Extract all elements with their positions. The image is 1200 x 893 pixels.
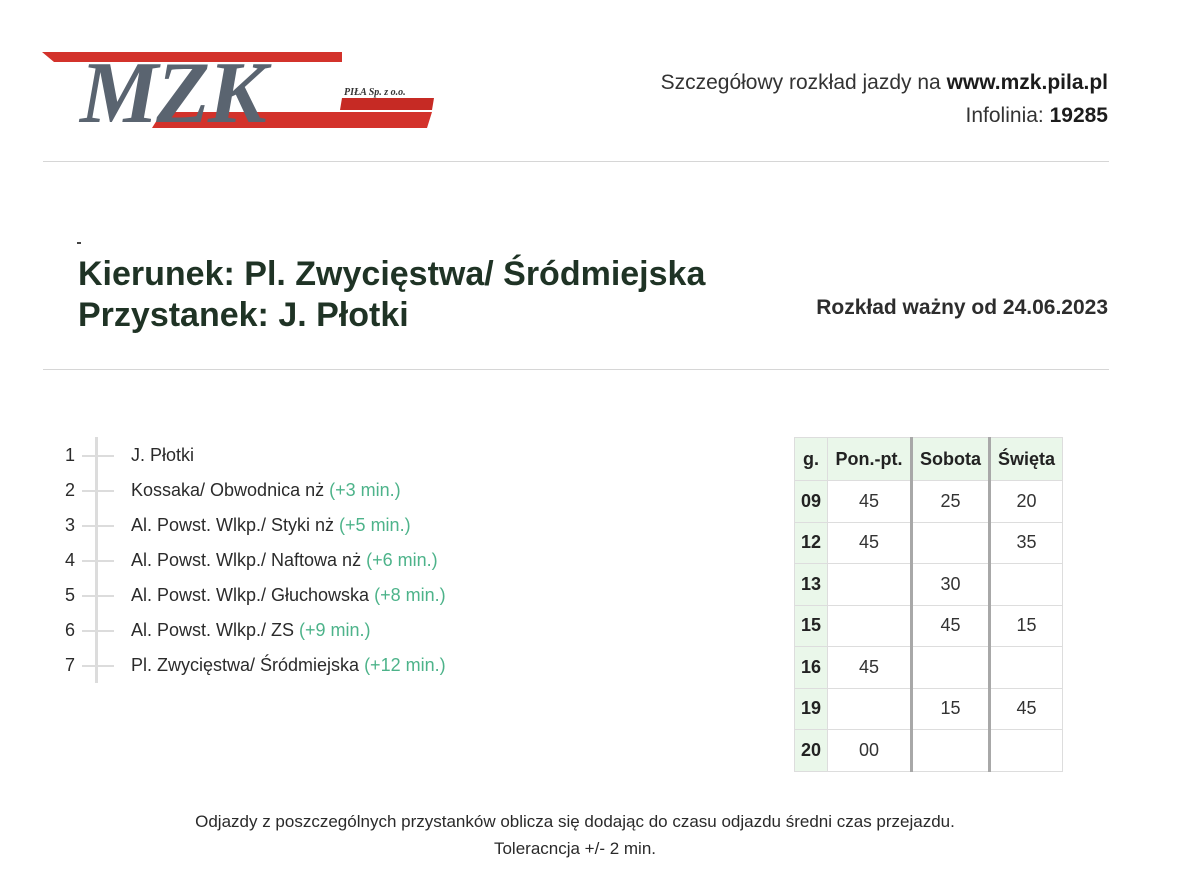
route-stop <box>60 577 660 612</box>
stop-tick <box>82 595 114 597</box>
title-block <box>78 254 705 336</box>
holiday-cell: 45 <box>990 688 1063 730</box>
hour-cell: 13 <box>795 564 828 606</box>
stop-name: Al. Powst. Wlkp./ Styki nż <box>131 515 335 535</box>
stop-title: Przystanek: J. Płotki <box>78 296 409 334</box>
stop-offset: (+9 min.) <box>299 620 371 640</box>
stop-name-line <box>131 550 438 571</box>
logo-subtext: PIŁA Sp. z o.o. <box>344 87 406 98</box>
stop-name-line <box>131 655 446 676</box>
route-stop <box>60 647 660 682</box>
stop-number: 5 <box>65 585 76 605</box>
weekday-cell: 00 <box>828 730 912 772</box>
holiday-cell <box>990 730 1063 772</box>
saturday-cell: 15 <box>912 688 990 730</box>
holiday-cell <box>990 564 1063 606</box>
valid-from: Rozkład ważny od 24.06.2023 <box>816 296 1108 319</box>
timetable-header-row <box>795 438 1063 481</box>
header-weekday: Pon.-pt. <box>828 438 912 481</box>
info-prefix: Szczegółowy rozkład jazdy na <box>660 71 947 94</box>
stop-offset: (+8 min.) <box>374 585 446 605</box>
hour-cell: 15 <box>795 605 828 647</box>
weekday-cell <box>828 688 912 730</box>
route-stop <box>60 507 660 542</box>
direction-title: Kierunek: Pl. Zwycięstwa/ Śródmiejska <box>78 255 706 293</box>
stop-name-line <box>131 480 401 501</box>
header-info <box>661 66 1108 132</box>
saturday-cell: 45 <box>912 605 990 647</box>
stop-offset: (+3 min.) <box>329 480 401 500</box>
stop-name-line <box>131 445 199 466</box>
route-stop <box>60 437 660 472</box>
stop-name: Kossaka/ Obwodnica nż <box>131 480 325 500</box>
stop-tick <box>82 630 114 632</box>
timetable-row <box>795 522 1063 564</box>
stop-offset: (+6 min.) <box>366 550 438 570</box>
weekday-cell <box>828 605 912 647</box>
stop-tick <box>82 490 114 492</box>
footer-line-1: Odjazdy z poszczególnych przystanków oblicza się dodając do czasu odjazdu średni czas przejazdu. <box>195 812 955 831</box>
weekday-cell: 45 <box>828 647 912 689</box>
logo-text: MZK <box>80 45 265 135</box>
infolinia-number: 19285 <box>1049 104 1108 127</box>
website-line <box>661 66 1108 99</box>
route-stop <box>60 612 660 647</box>
weekday-cell: 45 <box>828 481 912 523</box>
stop-name-line <box>131 515 411 536</box>
route-list <box>60 437 660 682</box>
stop-name: Pl. Zwycięstwa/ Śródmiejska <box>131 655 360 675</box>
timetable-row <box>795 564 1063 606</box>
stop-number: 2 <box>65 480 76 500</box>
saturday-cell: 25 <box>912 481 990 523</box>
stop-number: 7 <box>65 655 76 675</box>
header-hour: g. <box>795 438 828 481</box>
stop-number: 6 <box>65 620 76 640</box>
title-divider <box>43 369 1109 370</box>
timetable-row <box>795 481 1063 523</box>
saturday-cell: 30 <box>912 564 990 606</box>
route-stop <box>60 472 660 507</box>
infolinia-label: Infolinia: <box>965 104 1050 127</box>
timetable-row <box>795 688 1063 730</box>
stop-offset: (+12 min.) <box>364 655 446 675</box>
infolinia-line <box>661 99 1108 132</box>
header-saturday: Sobota <box>912 438 990 481</box>
timetable-row <box>795 647 1063 689</box>
stop-tick <box>82 560 114 562</box>
hour-cell: 09 <box>795 481 828 523</box>
header-holiday: Święta <box>990 438 1063 481</box>
header-divider <box>43 161 1109 162</box>
holiday-cell: 20 <box>990 481 1063 523</box>
saturday-cell <box>912 730 990 772</box>
hour-cell: 12 <box>795 522 828 564</box>
weekday-cell: 45 <box>828 522 912 564</box>
saturday-cell <box>912 647 990 689</box>
mzk-logo <box>42 40 442 135</box>
timetable <box>794 437 1063 772</box>
stop-name: Al. Powst. Wlkp./ ZS <box>131 620 295 640</box>
stop-name-line <box>131 585 446 606</box>
website-link[interactable]: www.mzk.pila.pl <box>946 71 1108 94</box>
weekday-cell <box>828 564 912 606</box>
stop-number: 1 <box>65 445 76 465</box>
saturday-cell <box>912 522 990 564</box>
stop-name: Al. Powst. Wlkp./ Głuchowska <box>131 585 370 605</box>
footer-line-2: Toleracncja +/- 2 min. <box>493 839 657 858</box>
mzk-logo-graphic <box>42 40 442 135</box>
timetable-row <box>795 730 1063 772</box>
holiday-cell: 15 <box>990 605 1063 647</box>
stop-tick <box>82 455 114 457</box>
holiday-cell: 35 <box>990 522 1063 564</box>
footer-note <box>0 808 1150 862</box>
hour-cell: 19 <box>795 688 828 730</box>
hour-cell: 16 <box>795 647 828 689</box>
route-stop <box>60 542 660 577</box>
stop-tick <box>82 665 114 667</box>
stop-number: 3 <box>65 515 76 535</box>
stop-name-line <box>131 620 371 641</box>
stop-name: J. Płotki <box>131 445 195 465</box>
stop-offset: (+5 min.) <box>339 515 411 535</box>
stop-number: 4 <box>65 550 76 570</box>
hour-cell: 20 <box>795 730 828 772</box>
stop-name: Al. Powst. Wlkp./ Naftowa nż <box>131 550 362 570</box>
timetable-row <box>795 605 1063 647</box>
stop-tick <box>82 525 114 527</box>
holiday-cell <box>990 647 1063 689</box>
title-mark <box>77 242 81 244</box>
